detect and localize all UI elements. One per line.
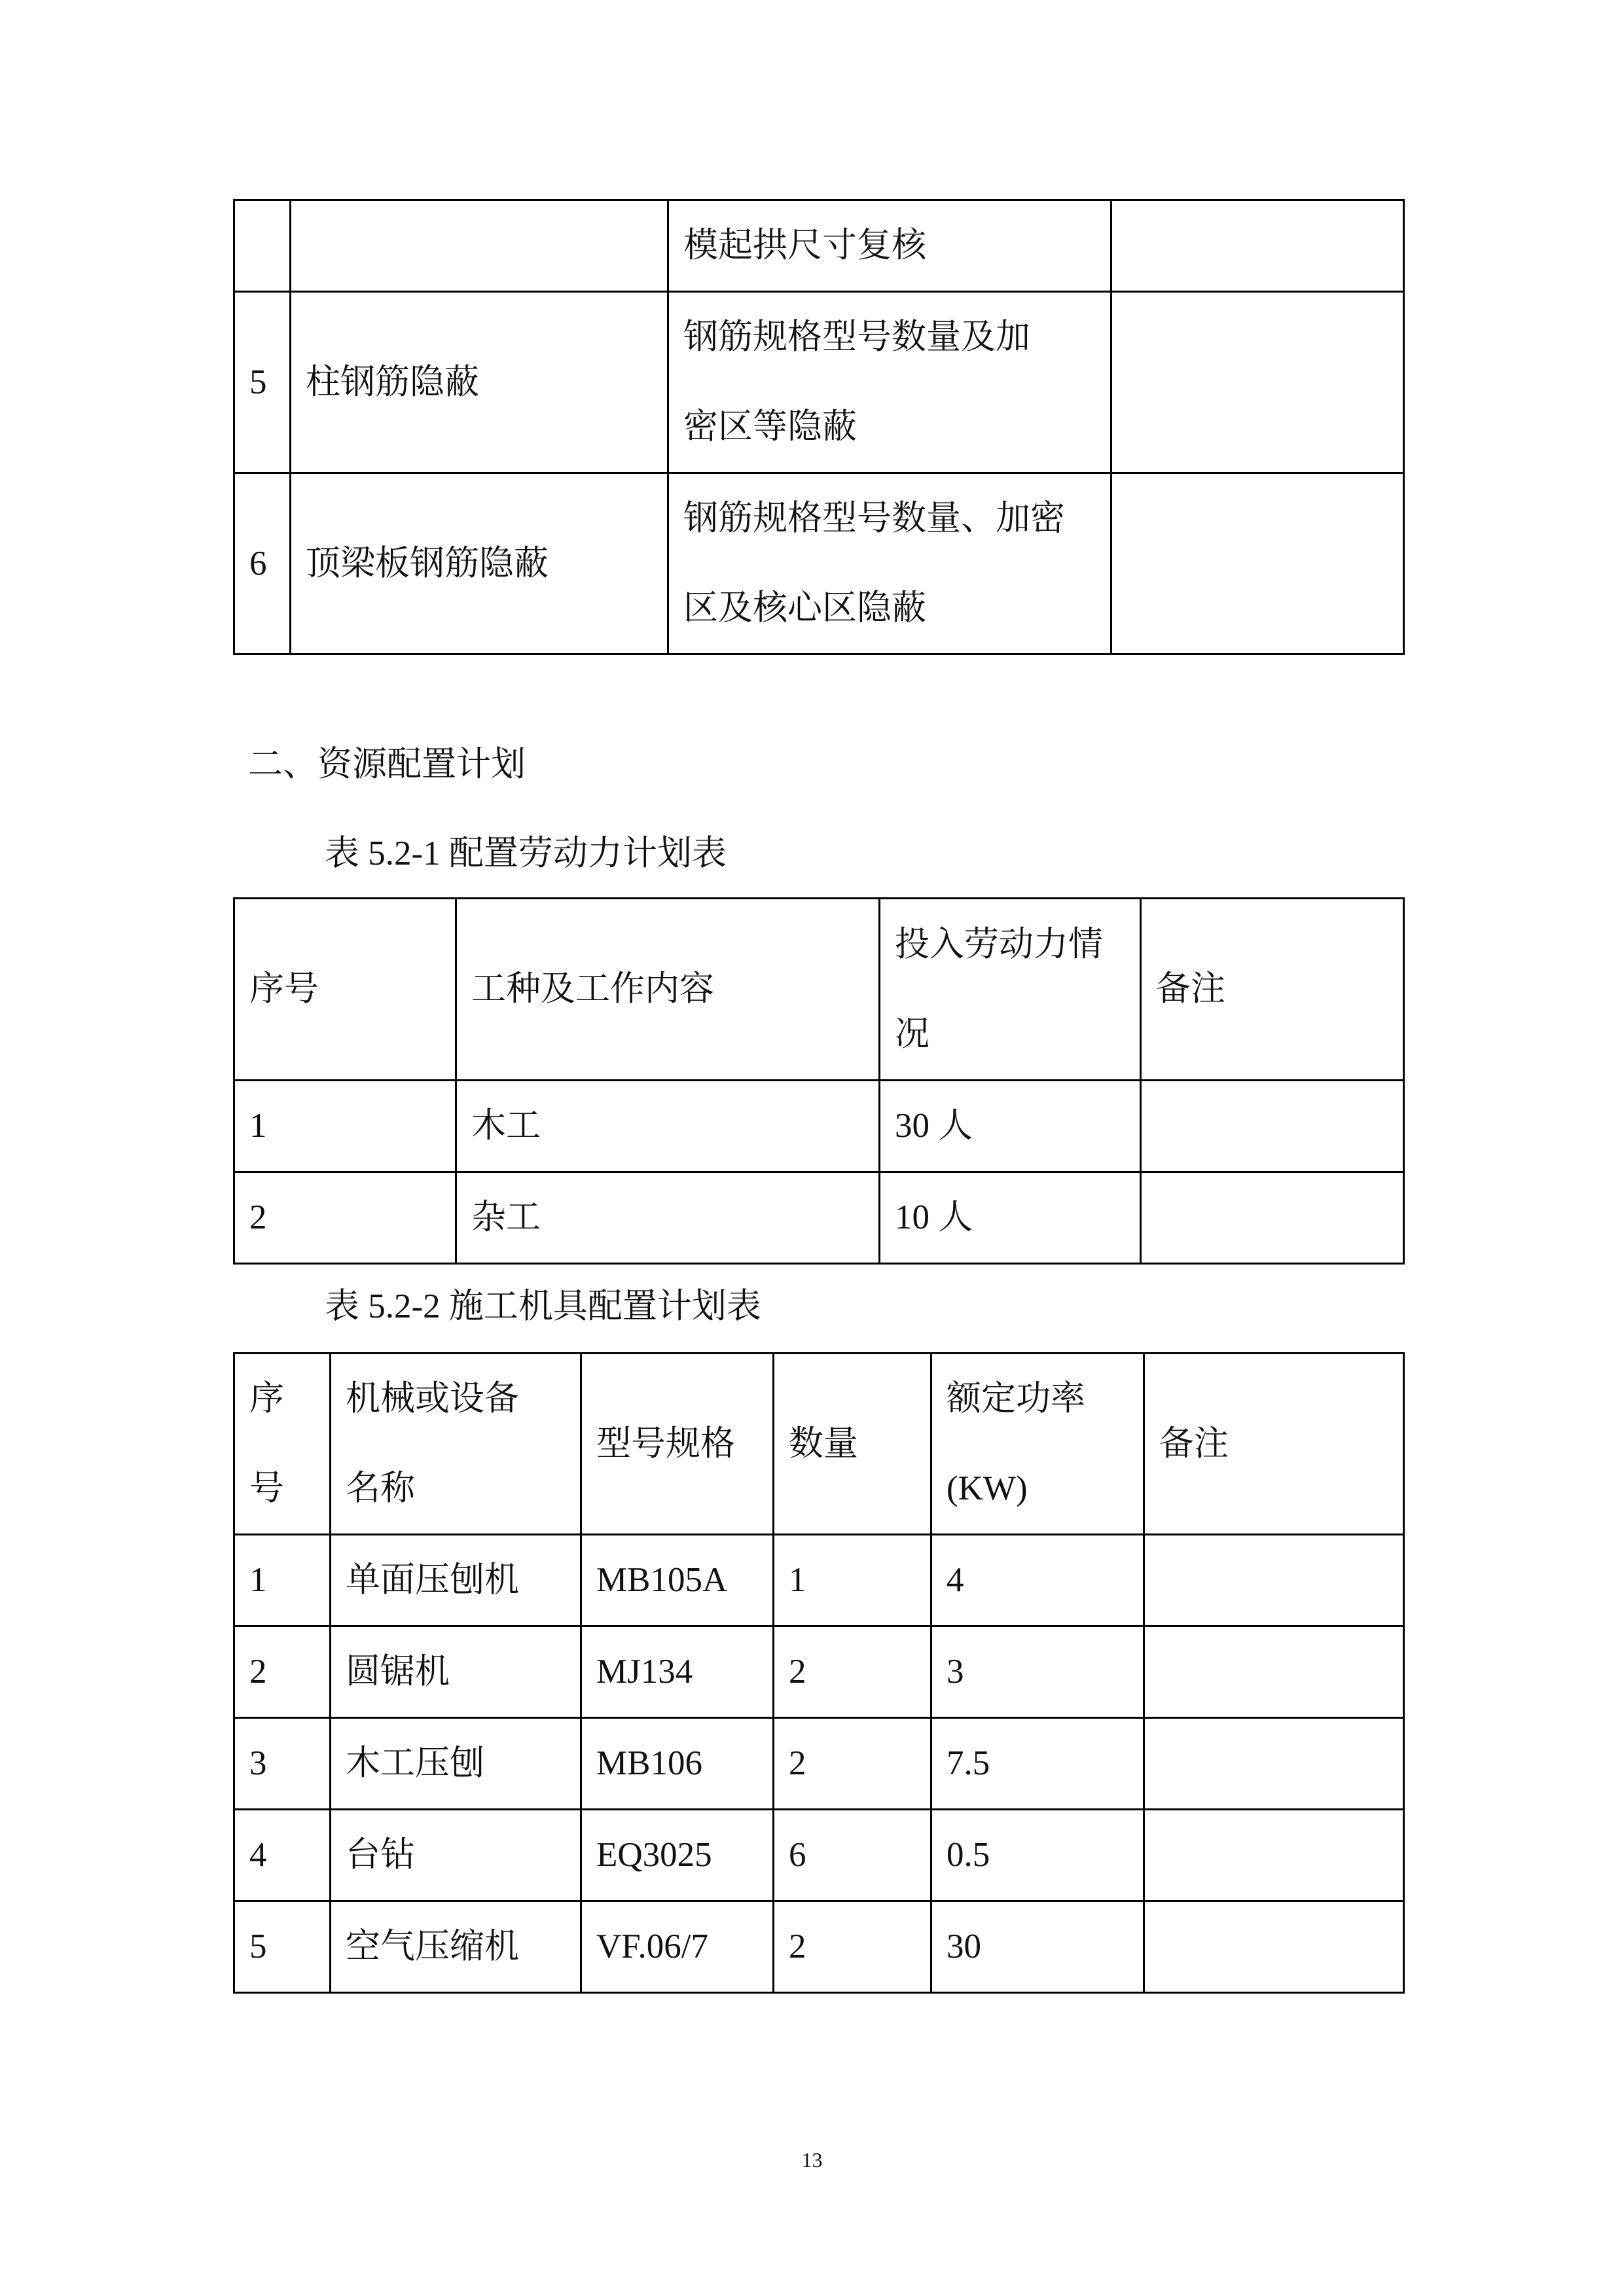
machine-table-caption: 表 5.2-2 施工机具配置计划表 [325,1287,761,1325]
cell-text: 备注 [1159,1424,1229,1463]
cell-text: 木工 [471,1107,541,1145]
cell-text: 3 [947,1653,964,1691]
cell-text: 单面压刨机 [346,1561,519,1599]
table-cell [331,1718,581,1810]
cell-text [1156,1081,1403,1171]
table-cell [774,1901,931,1993]
table-cell [581,1354,774,1535]
table-cell [234,1535,331,1626]
table-cell [1144,1718,1404,1810]
table-cell [581,1535,774,1626]
table-cell [1141,899,1404,1081]
cell-text: 5 [249,363,267,401]
cell-text [1159,1719,1403,1808]
cell-text [1159,1627,1403,1717]
table-cell [1144,1354,1404,1535]
table-row [234,1810,1404,1901]
cell-text: 30 人 [895,1107,973,1145]
cell-text [1159,1810,1403,1900]
table-cell [331,1354,581,1535]
cell-text: 模起拱尺寸复核 [683,226,926,264]
table-cell [234,1810,331,1901]
cell-text: 6 [249,544,267,583]
table-row [234,1718,1404,1810]
cell-text: 额定功率 [947,1380,1085,1418]
cell-text: (KW) [947,1469,1028,1507]
cell-text: 况 [895,1014,929,1053]
inspection-table-continued [233,199,1405,655]
table-cell [774,1718,931,1810]
table-cell [581,1626,774,1718]
cell-text: 2 [249,1198,267,1236]
cell-text [1127,201,1403,291]
cell-text: 4 [947,1561,964,1599]
cell-text: 7.5 [947,1744,990,1782]
cell-text: EQ3025 [596,1836,712,1874]
cell-text [1156,1173,1403,1263]
table-cell [1144,1626,1404,1718]
table-cell [234,1081,456,1172]
cell-text: 2 [249,1653,267,1691]
table-cell [880,1172,1141,1264]
table-cell [291,200,668,292]
cell-text: 密区等隐蔽 [683,408,857,446]
cell-text [249,201,289,291]
cell-text: 2 [789,1653,806,1691]
cell-text: 2 [789,1928,806,1965]
table-row [234,200,1404,292]
table-cell [331,1535,581,1626]
table-cell [234,1172,456,1264]
table-header-row [234,899,1404,1081]
table-cell [234,1354,331,1535]
cell-text: 投入劳动力情 [895,925,1103,963]
table-cell [456,1172,880,1264]
table-cell [931,1354,1144,1535]
table-cell [1141,1172,1404,1264]
cell-text [306,201,667,291]
table-cell [291,473,668,655]
cell-text: 型号规格 [596,1424,735,1463]
table-cell [234,292,291,473]
cell-text: 1 [249,1561,267,1599]
table-cell [1111,292,1404,473]
table-cell [668,292,1111,473]
cell-text: 3 [249,1744,267,1782]
cell-text: 钢筋规格型号数量及加 [683,318,1030,356]
table-cell [1111,200,1404,292]
cell-text [1127,338,1403,427]
table-cell [931,1718,1144,1810]
table-cell [931,1535,1144,1626]
cell-text: 1 [249,1107,267,1145]
table-row [234,1535,1404,1626]
cell-text: 10 人 [895,1198,973,1236]
table-cell [1144,1535,1404,1626]
machine-plan-table [233,1352,1405,1994]
cell-text: 钢筋规格型号数量、加密 [683,499,1065,537]
table-row [234,1626,1404,1718]
table-cell [581,1901,774,1993]
table-cell [1111,473,1404,655]
cell-text: 号 [249,1469,284,1507]
cell-text: 顶梁板钢筋隐蔽 [306,544,549,583]
cell-text: 序 [249,1380,284,1418]
table-cell [456,1081,880,1172]
table-cell [456,899,880,1081]
table-cell [234,473,291,655]
table-cell [668,473,1111,655]
cell-text: MB106 [596,1744,702,1782]
table-cell [774,1810,931,1901]
page-number: 13 [801,2148,823,2172]
cell-text: MJ134 [596,1653,693,1691]
cell-text: 名称 [346,1469,415,1507]
table-cell [931,1901,1144,1993]
cell-text: 台钻 [346,1836,415,1874]
table-cell [581,1718,774,1810]
cell-text [1159,1535,1403,1625]
table-row [234,1901,1404,1993]
table-cell [581,1810,774,1901]
table-cell [234,899,456,1081]
cell-text [1127,519,1403,609]
cell-text: 备注 [1156,970,1225,1008]
table-cell [331,1626,581,1718]
table-cell [880,1081,1141,1172]
table-cell [931,1810,1144,1901]
table-row [234,292,1404,473]
cell-text: 6 [789,1836,806,1874]
table-cell [331,1810,581,1901]
cell-text: 5 [249,1928,267,1965]
section-heading: 二、资源配置计划 [248,745,526,783]
cell-text: 工种及工作内容 [471,970,714,1008]
table-cell [331,1901,581,1993]
cell-text: MB105A [596,1561,728,1599]
table-cell [774,1626,931,1718]
labor-plan-table [233,897,1405,1265]
cell-text: 空气压缩机 [346,1928,519,1965]
table-cell [668,200,1111,292]
table-cell [1144,1810,1404,1901]
cell-text: 数量 [789,1424,858,1463]
cell-text: 4 [249,1836,267,1874]
table-cell [291,292,668,473]
cell-text: 序号 [249,970,319,1008]
cell-text: 木工压刨 [346,1744,484,1782]
table-cell [774,1354,931,1535]
table-cell [234,200,291,292]
cell-text: 机械或设备 [346,1380,519,1418]
table-header-row [234,1354,1404,1535]
table-cell [234,1718,331,1810]
table-cell [1141,1081,1404,1172]
cell-text: VF.06/7 [596,1928,708,1965]
cell-text: 杂工 [471,1198,541,1236]
table-cell [234,1626,331,1718]
cell-text: 0.5 [947,1836,990,1874]
cell-text: 柱钢筋隐蔽 [306,363,479,401]
table-row [234,1172,1404,1264]
cell-text: 2 [789,1744,806,1782]
cell-text: 1 [789,1561,806,1599]
table-cell [774,1535,931,1626]
cell-text: 圆锯机 [346,1653,450,1691]
table-row [234,473,1404,655]
table-cell [880,899,1141,1081]
table-cell [1144,1901,1404,1993]
table-row [234,1081,1404,1172]
cell-text [1159,1902,1403,1992]
labor-table-caption: 表 5.2-1 配置劳动力计划表 [325,834,727,872]
cell-text: 区及核心区隐蔽 [683,589,926,627]
table-cell [931,1626,1144,1718]
table-cell [234,1901,331,1993]
cell-text: 30 [947,1928,981,1965]
